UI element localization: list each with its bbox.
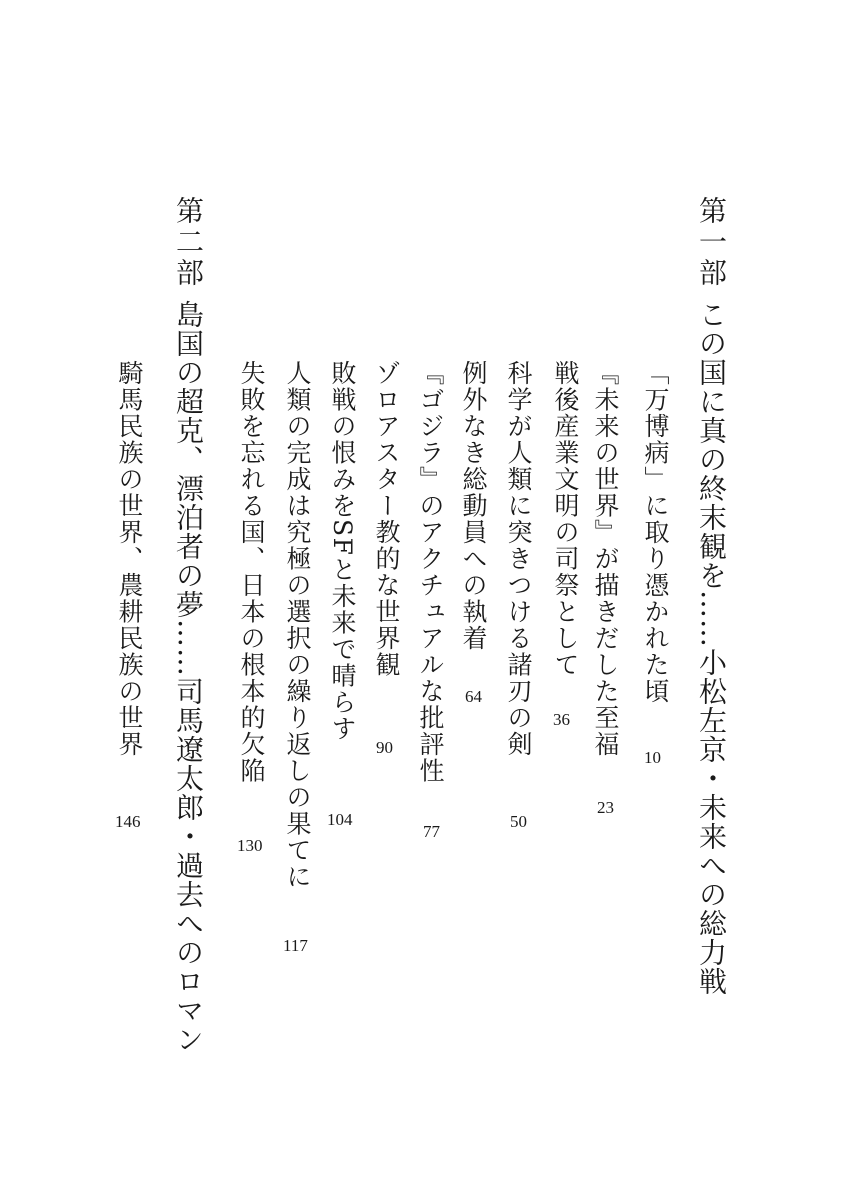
part-2-label: 第二部 <box>172 196 205 289</box>
part-1-label: 第一部 <box>695 196 728 289</box>
toc-entry-title: 戦後産業文明の司祭として <box>551 360 580 678</box>
toc-entry-page: 117 <box>283 936 308 955</box>
part-2-title: 島国の超克、漂泊者の夢……司馬遼太郎・過去へのロマン <box>172 300 205 1054</box>
toc-entry-title: 『未来の世界』が描きだした至福 <box>591 360 620 758</box>
toc-entry-title: 失敗を忘れる国、日本の根本的欠陥 <box>237 360 266 784</box>
toc-entry-page: 36 <box>553 710 570 729</box>
toc-entry-title: 人類の完成は究極の選択の繰り返しの果てに <box>283 360 312 890</box>
toc-entry-title: ゾロアスター教的な世界観 <box>372 360 401 678</box>
toc-entry-page: 77 <box>423 822 440 841</box>
toc-entry-page: 64 <box>465 687 482 706</box>
toc-entry-page: 50 <box>510 812 527 831</box>
toc-entry-title: 騎馬民族の世界、農耕民族の世界 <box>115 360 144 758</box>
toc-entry-title: 科学が人類に突きつける諸刃の剣 <box>504 360 533 758</box>
toc-entry-page: 23 <box>597 798 614 817</box>
toc-entry-title: 敗戦の恨みをSFと未来で晴らす <box>328 360 357 742</box>
toc-entry-title: 例外なき総動員への執着 <box>459 360 488 652</box>
toc-entry-page: 104 <box>327 810 353 829</box>
part-1-title: この国に真の終末観を……小松左京・未来への総力戦 <box>695 300 728 996</box>
toc-entry-page: 10 <box>644 748 661 767</box>
toc-entry-title: 『ゴジラ』のアクチュアルな批評性 <box>416 360 445 784</box>
toc-entry-page: 90 <box>376 738 393 757</box>
toc-entry-page: 130 <box>237 836 263 855</box>
toc-entry-title: 「万博病」に取り憑かれた頃 <box>641 360 670 705</box>
toc-entry-page: 146 <box>115 812 141 831</box>
